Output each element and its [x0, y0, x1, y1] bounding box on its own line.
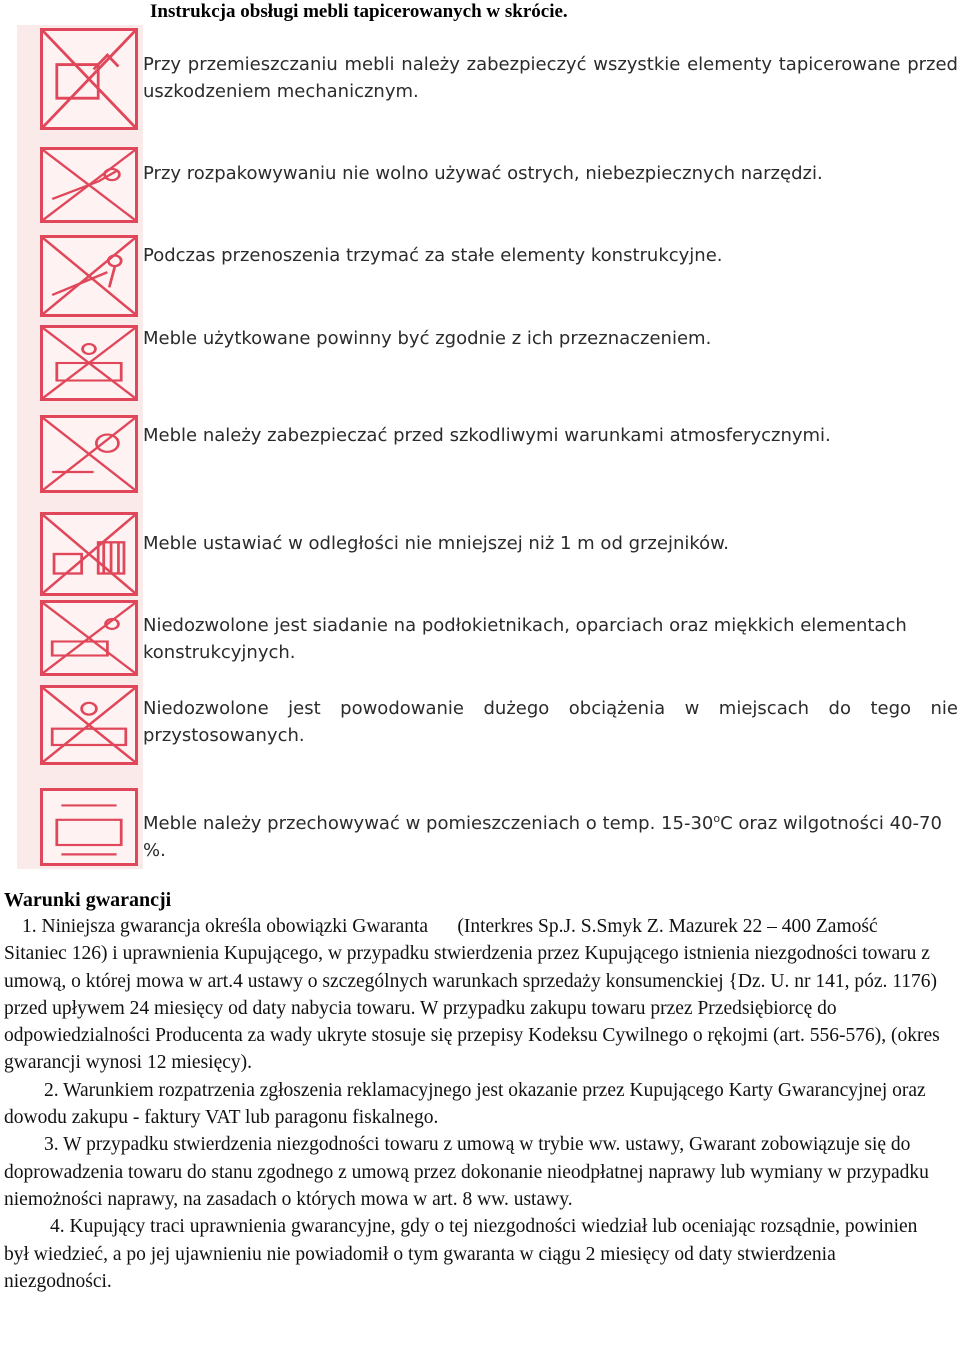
- intended-use-icon: [40, 325, 138, 401]
- instruction-text: Przy rozpakowywaniu nie wolno używać ostrych, niebezpiecznych narzędzi.: [143, 163, 823, 184]
- instruction-text: Niedozwolone jest powodowanie dużego obciążenia w miejscach do tego nie przystosowanych.: [143, 698, 958, 746]
- warranty-item-number: 1.: [22, 916, 37, 937]
- instruction-text: Podczas przenoszenia trzymać za stałe elementy konstrukcyjne.: [143, 245, 723, 266]
- instruction-text-part: C oraz wilgotności 40-70 %.: [143, 813, 942, 861]
- document-title: Instrukcja obsługi mebli tapicerowanych w skrócie.: [150, 1, 568, 22]
- degree-superscript: o: [713, 812, 721, 825]
- instruction-text: Meble użytkowane powinny być zgodnie z ich przeznaczeniem.: [143, 328, 712, 349]
- no-sitting-armrests-icon: [40, 600, 138, 676]
- no-heavy-load-icon: [40, 685, 138, 765]
- instruction-text: Niedozwolone jest siadanie na podłokietnikach, oparciach oraz miękkich elementach konstrukcyjnych.: [143, 615, 907, 663]
- warranty-item-text: W przypadku stwierdzenia niezgodności towaru z umową w trybie ww. ustawy, Gwarant zobowiązuje się do doprowadzenia towaru do stanu zgodnego z umową przez dokonanie nieodpłatnej naprawy lub wymiany w przypadku niemożności naprawy, na zasadach o których mowa w art. 8 ww. ustawy.: [4, 1134, 929, 1210]
- warranty-item-number: 4.: [50, 1216, 65, 1238]
- warranty-item: [4, 1077, 944, 1132]
- instruction-text: Przy przemieszczaniu mebli należy zabezpieczyć wszystkie elementy tapicerowane przed uszkodzeniem mechanicznym.: [143, 54, 958, 102]
- weather-protection-icon: [40, 415, 138, 493]
- warranty-item-number: 2.: [44, 1079, 59, 1101]
- warranty-item: [4, 1131, 944, 1213]
- warranty-heading: Warunki gwarancji: [4, 889, 172, 911]
- instruction-text: Meble należy zabezpieczać przed szkodliwymi warunkami atmosferycznymi.: [143, 425, 831, 446]
- instruction-icons-column: [17, 25, 143, 869]
- protect-furniture-icon: [40, 28, 138, 130]
- instruction-text: [143, 805, 958, 864]
- carry-by-frame-icon: [40, 235, 138, 317]
- warranty-conditions: [4, 913, 944, 1295]
- instruction-text: Meble ustawiać w odległości nie mniejszej niż 1 m od grzejników.: [143, 533, 729, 554]
- warranty-item-text: Niniejsza gwarancja określa obowiązki Gwaranta (Interkres Sp.J. S.Smyk Z. Mazurek 22 – 400 Zamość Sitaniec 126) i uprawnienia Kupującego, w przypadku stwierdzenia przez Kupującego istnienia niezgodności towaru z umową, o której mowa w art.4 ustawy o szczególnych warunkach sprzedaży konsumenckiej {Dz. U. nr 141, póz. 1176) przed upływem 24 miesięcy od daty nabycia towaru. W przypadku zakupu towaru przez Przedsiębiorcę do odpowiedzialności Producenta za wady ukryte stosuje się przepisy Kodeksu Cywilnego o rękojmi (art. 556-576), (okres gwarancji wynosi 12 miesięcy).: [4, 916, 945, 1074]
- storage-conditions-icon: [40, 788, 138, 866]
- warranty-item: [4, 913, 944, 1077]
- warranty-item-text: Kupujący traci uprawnienia gwarancyjne, gdy o tej niezgodności wiedział lub oceniając rozsądnie, powinien był wiedzieć, a po jej ujawnieniu nie powiadomił o tym gwaranta w ciągu 2 miesięcy od daty stwierdzenia niezgodności.: [4, 1216, 918, 1292]
- warranty-item-number: 3.: [44, 1134, 59, 1156]
- radiator-distance-icon: [40, 512, 138, 596]
- no-sharp-tools-icon: [40, 147, 138, 223]
- instruction-text-part: Meble należy przechowywać w pomieszczeniach o temp. 15-30: [143, 813, 714, 834]
- warranty-item: [4, 1213, 944, 1295]
- warranty-item-text: Warunkiem rozpatrzenia zgłoszenia reklamacyjnego jest okazanie przez Kupującego Karty Gwarancyjnej oraz dowodu zakupu - faktury VAT lub paragonu fiskalnego.: [4, 1079, 926, 1129]
